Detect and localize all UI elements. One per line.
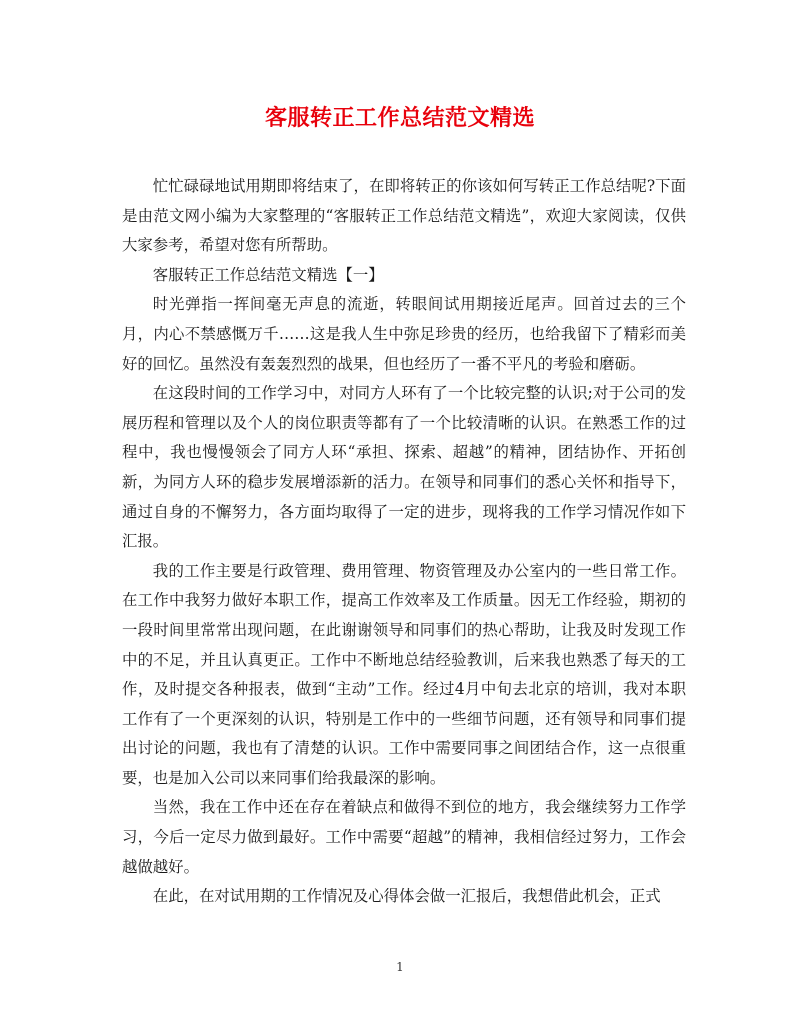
body-paragraph: 当然，我在工作中还在存在着缺点和做得不到位的地方，我会继续努力工作学习，今后一定尽力做到最好。工作中需要“超越”的精神，我相信经过努力，工作会越做越好。 bbox=[122, 798, 686, 876]
body-paragraph: 在这段时间的工作学习中，对同方人环有了一个比较完整的认识;对于公司的发展历程和管理以及个人的岗位职责等都有了一个比较清晰的认识。在熟悉工作的过程中，我也慢慢领会了同方人环“承担、探索、超越”的精神，团结协作、开拓创新，为同方人环的稳步发展增添新的活力。在领导和同事们的悉心关怀和指导下，通过自身的不懈努力，各方面均取得了一定的进步，现将我的工作学习情况作如下汇报。 bbox=[122, 384, 686, 551]
section-heading: 客服转正工作总结范文精选【一】 bbox=[152, 265, 384, 284]
document-title: 客服转正工作总结范文精选 bbox=[264, 105, 535, 131]
body-paragraph: 我的工作主要是行政管理、费用管理、物资管理及办公室内的一些日常工作。在工作中我努力做好本职工作，提高工作效率及工作质量。因无工作经验，期初的一段时间里常常出现问题，在此谢谢领导和同事们的热心帮助，让我及时发现工作中的不足，并且认真更正。工作中不断地总结经验教训，后来我也熟悉了每天的工作，及时提交各种报表，做到“主动”工作。经过4月中旬去北京的培训，我对本职工作有了一个更深刻的认识，特别是工作中的一些细节问题，还有领导和同事们提出讨论的问题，我也有了清楚的认识。工作中需要同事之间团结合作，这一点很重要，也是加入公司以来同事们给我最深的影响。 bbox=[122, 561, 686, 787]
document-body bbox=[122, 172, 686, 912]
body-paragraph: 在此，在对试用期的工作情况及心得体会做一汇报后，我想借此机会，正式 bbox=[152, 887, 661, 906]
page-number: 1 bbox=[396, 960, 404, 974]
intro-paragraph: 忙忙碌碌地试用期即将结束了，在即将转正的你该如何写转正工作总结呢?下面是由范文网小编为大家整理的“客服转正工作总结范文精选”，欢迎大家阅读，仅供大家参考，希望对您有所帮助。 bbox=[122, 177, 686, 255]
body-paragraph: 时光弹指一挥间毫无声息的流逝，转眼间试用期接近尾声。回首过去的三个月，内心不禁感慨万千……这是我人生中弥足珍贵的经历，也给我留下了精彩而美好的回忆。虽然没有轰轰烈烈的战果，但也经历了一番不平凡的考验和磨砺。 bbox=[122, 295, 686, 373]
